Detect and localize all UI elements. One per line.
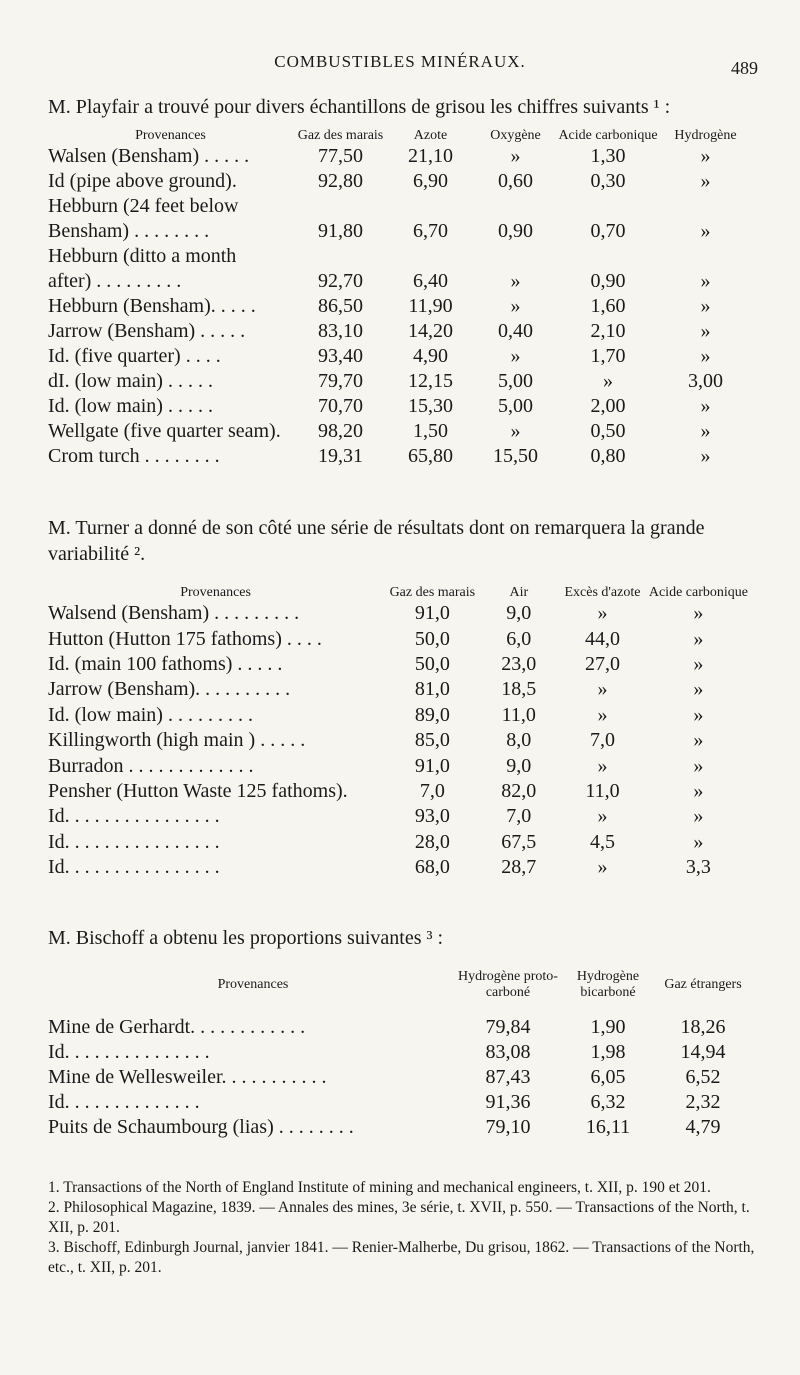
- table-cell: 27,0: [584, 652, 620, 675]
- column-header: Acide carbonique: [558, 128, 658, 143]
- table-cell: 79,84: [485, 1016, 531, 1038]
- table-cell: 98,20: [318, 420, 363, 442]
- table-cell: 11,0: [501, 703, 536, 726]
- table-cell: 6,0: [506, 627, 532, 650]
- table-cell: 85,0: [414, 729, 450, 752]
- table-cell: 12,15: [408, 370, 453, 392]
- table-cell: 11,0: [585, 779, 620, 802]
- column-header: Air: [509, 585, 529, 600]
- table-cell: 83,10: [318, 320, 363, 342]
- table-cell: [388, 244, 473, 269]
- table-cell: »: [597, 856, 608, 879]
- table-cell: 0,70: [590, 220, 626, 242]
- column-header: Hydrogène proto- carboné: [458, 969, 558, 1000]
- row-label: Id (pipe above ground).: [48, 170, 237, 192]
- table-cell: 3,00: [688, 370, 723, 392]
- table-cell: 1,90: [590, 1016, 626, 1038]
- table-cell: 11,90: [408, 295, 453, 317]
- row-label: Puits de Schaumbourg (lias) . . . . . . . .: [48, 1116, 354, 1138]
- table-row: [48, 294, 753, 319]
- table-row: [48, 830, 748, 855]
- table-cell: 8,0: [506, 729, 532, 752]
- table-cell: [558, 244, 658, 269]
- table-cell: »: [597, 703, 608, 726]
- row-label: Hebburn (Bensham). . . . .: [48, 295, 256, 317]
- table-row: [48, 1040, 748, 1065]
- table-cell: 1,30: [590, 145, 626, 167]
- table-cell: 7,0: [419, 779, 445, 802]
- table-cell: 6,70: [413, 220, 448, 242]
- table-cell: 86,50: [318, 295, 363, 317]
- table-row: [48, 319, 753, 344]
- table-cell: 65,80: [408, 445, 453, 467]
- page-header: [0, 52, 800, 78]
- table-cell: »: [700, 220, 711, 242]
- table-row: [48, 219, 753, 244]
- table-row: [48, 652, 748, 677]
- row-label: Hebburn (24 feet below: [48, 195, 239, 217]
- table-cell: [473, 194, 558, 219]
- table-cell: 92,70: [318, 270, 363, 292]
- table-cell: 93,40: [318, 345, 363, 367]
- table-row: [48, 419, 753, 444]
- table-cell: [558, 194, 658, 219]
- table-row: [48, 626, 748, 651]
- table-cell: »: [700, 295, 711, 317]
- row-label: Id. . . . . . . . . . . . . . . .: [48, 805, 220, 828]
- table-cell: »: [597, 678, 608, 701]
- table-row: [48, 779, 748, 804]
- row-label: Id. (low main) . . . . .: [48, 395, 213, 417]
- row-label: Id. (main 100 fathoms) . . . . .: [48, 652, 283, 675]
- table-cell: 9,0: [506, 754, 532, 777]
- column-header: Gaz des marais: [389, 585, 476, 600]
- table-row: [48, 855, 748, 880]
- footnote: 2. Philosophical Magazine, 1839. — Annales des mines, 3e série, t. XVII, p. 550. — Transactions of the North, t. XII, p. 201.: [48, 1199, 750, 1236]
- footnote: 3. Bischoff, Edinburgh Journal, janvier 1841. — Renier-Malherbe, Du grisou, 1862. — Transactions of the North, etc., t. XII, p. 201.: [48, 1239, 755, 1276]
- table-cell: »: [510, 270, 521, 292]
- table-row: [48, 804, 748, 829]
- table-header-row: [48, 128, 753, 144]
- paragraph-bischoff: M. Bischoff a obtenu les proportions suivantes ³ :: [48, 927, 444, 949]
- table-cell: »: [510, 345, 521, 367]
- table-cell: 3,3: [685, 856, 711, 879]
- table-row: [48, 728, 748, 753]
- table-cell: 0,50: [590, 420, 626, 442]
- table-header-row: [48, 585, 748, 601]
- table-cell: »: [700, 145, 711, 167]
- table-cell: »: [693, 729, 704, 752]
- row-label: dI. (low main) . . . . .: [48, 370, 213, 392]
- table-cell: 1,98: [590, 1041, 626, 1063]
- table-cell: 21,10: [408, 145, 453, 167]
- table-cell: »: [510, 295, 521, 317]
- table-cell: 91,0: [414, 754, 450, 777]
- table-cell: »: [693, 779, 704, 802]
- table-cell: »: [597, 754, 608, 777]
- table-cell: »: [693, 602, 704, 625]
- table-row: [48, 1115, 748, 1140]
- table-cell: »: [700, 395, 711, 417]
- table-row: [48, 194, 753, 219]
- table-cell: 7,0: [589, 729, 615, 752]
- table-cell: [293, 194, 388, 219]
- table-cell: 5,00: [498, 395, 533, 417]
- row-label: Id. . . . . . . . . . . . . . .: [48, 1041, 210, 1063]
- column-header: Hydrogène bicarboné: [576, 969, 640, 1000]
- table-cell: [388, 194, 473, 219]
- table-cell: 16,11: [585, 1116, 631, 1138]
- table-header-row: [48, 955, 748, 1015]
- table-cell: [658, 194, 753, 219]
- table-cell: »: [693, 703, 704, 726]
- table-cell: 44,0: [584, 627, 620, 650]
- table-cell: »: [603, 370, 613, 392]
- table-cell: 87,43: [485, 1066, 531, 1088]
- table-turner: [48, 585, 748, 880]
- table-cell: »: [693, 805, 704, 828]
- row-label: Pensher (Hutton Waste 125 fathoms).: [48, 779, 348, 802]
- table-cell: »: [510, 145, 521, 167]
- table-cell: 0,30: [590, 170, 626, 192]
- table-cell: 23,0: [501, 652, 537, 675]
- table-cell: 6,52: [685, 1066, 721, 1088]
- table-cell: 2,00: [590, 395, 626, 417]
- table-cell: 14,94: [680, 1041, 726, 1063]
- table-row: [48, 677, 748, 702]
- table-cell: 9,0: [506, 602, 532, 625]
- table-cell: »: [700, 345, 711, 367]
- table-cell: 68,0: [414, 856, 450, 879]
- row-label: Mine de Wellesweiler. . . . . . . . . . .: [48, 1066, 327, 1088]
- row-label: Killingworth (high main ) . . . . .: [48, 729, 306, 752]
- footnote: 1. Transactions of the North of England Institute of mining and mechanical engineers, t. XII, p. 190 et 201.: [48, 1179, 711, 1196]
- table-cell: [293, 244, 388, 269]
- table-cell: »: [693, 678, 704, 701]
- table-cell: 18,26: [680, 1016, 726, 1038]
- paragraph-turner: M. Turner a donné de son côté une série de résultats dont on remarquera la grande variabilité ².: [48, 517, 705, 565]
- row-label: Id. (five quarter) . . . .: [48, 345, 221, 367]
- table-cell: 18,5: [501, 678, 537, 701]
- table-cell: »: [597, 602, 608, 625]
- table-cell: 91,0: [414, 602, 450, 625]
- row-label: Jarrow (Bensham). . . . . . . . . .: [48, 678, 291, 701]
- column-header: Hydrogène: [674, 128, 737, 143]
- row-label: Jarrow (Bensham) . . . . .: [48, 320, 246, 342]
- table-cell: »: [700, 170, 711, 192]
- table-cell: 82,0: [501, 779, 537, 802]
- table-cell: 0,90: [590, 270, 626, 292]
- table-row: [48, 1065, 748, 1090]
- row-label: Walsen (Bensham) . . . . .: [48, 145, 250, 167]
- table-cell: »: [700, 420, 711, 442]
- table-cell: 93,0: [414, 805, 450, 828]
- table-cell: [658, 244, 753, 269]
- table-cell: 83,08: [485, 1041, 531, 1063]
- row-label: Mine de Gerhardt. . . . . . . . . . . .: [48, 1016, 306, 1038]
- table-cell: 4,79: [685, 1116, 721, 1138]
- table-cell: 79,10: [485, 1116, 531, 1138]
- table-cell: [473, 244, 558, 269]
- table-cell: 19,31: [318, 445, 363, 467]
- table-cell: 81,0: [414, 678, 450, 701]
- table-cell: 15,30: [408, 395, 453, 417]
- table-cell: 1,70: [590, 345, 626, 367]
- table-row: [48, 169, 753, 194]
- column-header: Provenances: [217, 977, 289, 992]
- column-header: Oxygène: [490, 128, 541, 143]
- table-cell: »: [510, 420, 521, 442]
- table-cell: 77,50: [318, 145, 363, 167]
- column-header: Provenances: [180, 585, 251, 600]
- table-cell: »: [700, 445, 711, 467]
- table-cell: 6,32: [590, 1091, 626, 1113]
- table-cell: 1,50: [413, 420, 448, 442]
- row-label: Hutton (Hutton 175 fathoms) . . . .: [48, 627, 322, 650]
- table-bischoff: [48, 955, 748, 1140]
- row-label: Id. . . . . . . . . . . . . .: [48, 1091, 200, 1113]
- row-label: Wellgate (five quarter seam).: [48, 420, 281, 442]
- table-row: [48, 394, 753, 419]
- table-cell: 4,5: [589, 830, 615, 853]
- table-cell: 70,70: [318, 395, 363, 417]
- table-cell: »: [693, 652, 704, 675]
- column-header: Gaz étrangers: [664, 977, 742, 992]
- row-label: after) . . . . . . . . .: [48, 270, 182, 292]
- table-row: [48, 1015, 748, 1040]
- table-cell: »: [700, 270, 711, 292]
- row-label: Id. (low main) . . . . . . . . .: [48, 703, 253, 726]
- table-cell: 0,60: [498, 170, 533, 192]
- column-header: Excès d'azote: [564, 585, 641, 600]
- table-cell: 28,0: [414, 830, 450, 853]
- table-cell: 6,90: [413, 170, 448, 192]
- table-cell: »: [693, 754, 704, 777]
- table-cell: 79,70: [318, 370, 363, 392]
- paragraph-playfair: M. Playfair a trouvé pour divers échantillons de grisou les chiffres suivants ¹ :: [48, 96, 671, 118]
- row-label: Hebburn (ditto a month: [48, 245, 237, 267]
- table-cell: 7,0: [506, 805, 532, 828]
- table-cell: 0,80: [590, 445, 626, 467]
- column-header: Provenances: [135, 128, 206, 143]
- table-cell: 2,10: [590, 320, 626, 342]
- column-header: Acide carbonique: [648, 585, 748, 600]
- table-cell: 5,00: [498, 370, 533, 392]
- column-header: Gaz des marais: [297, 128, 384, 143]
- row-label: Id. . . . . . . . . . . . . . . .: [48, 830, 220, 853]
- table-cell: 0,90: [498, 220, 533, 242]
- table-row: [48, 244, 753, 269]
- table-cell: 28,7: [501, 856, 537, 879]
- table-row: [48, 1090, 748, 1115]
- table-cell: 92,80: [318, 170, 363, 192]
- table-cell: 6,40: [413, 270, 448, 292]
- table-row: [48, 753, 748, 778]
- table-row: [48, 703, 748, 728]
- table-cell: 91,80: [318, 220, 363, 242]
- table-row: [48, 444, 753, 469]
- table-cell: 89,0: [414, 703, 450, 726]
- table-playfair: [48, 128, 753, 469]
- table-row: [48, 144, 753, 169]
- table-cell: 4,90: [413, 345, 448, 367]
- table-cell: »: [693, 830, 704, 853]
- table-cell: 91,36: [485, 1091, 531, 1113]
- running-title: COMBUSTIBLES MINÉRAUX.: [274, 52, 526, 71]
- table-row: [48, 344, 753, 369]
- table-row: [48, 269, 753, 294]
- row-label: Id. . . . . . . . . . . . . . . .: [48, 856, 220, 879]
- table-row: [48, 601, 748, 626]
- table-cell: 14,20: [408, 320, 453, 342]
- footnotes: [48, 1178, 760, 1278]
- table-cell: 1,60: [590, 295, 626, 317]
- table-cell: »: [700, 320, 711, 342]
- row-label: Bensham) . . . . . . . .: [48, 220, 210, 242]
- table-row: [48, 369, 753, 394]
- table-cell: 15,50: [493, 445, 538, 467]
- row-label: Burradon . . . . . . . . . . . . .: [48, 754, 254, 777]
- table-cell: 0,40: [498, 320, 533, 342]
- row-label: Walsend (Bensham) . . . . . . . . .: [48, 602, 300, 625]
- table-cell: 6,05: [590, 1066, 626, 1088]
- table-cell: 67,5: [501, 830, 537, 853]
- row-label: Crom turch . . . . . . . .: [48, 445, 220, 467]
- table-cell: »: [693, 627, 704, 650]
- page-number: 489: [731, 58, 758, 78]
- table-cell: 50,0: [414, 652, 450, 675]
- table-cell: 50,0: [414, 627, 450, 650]
- table-cell: »: [597, 805, 608, 828]
- column-header: Azote: [413, 128, 448, 143]
- table-cell: 2,32: [685, 1091, 721, 1113]
